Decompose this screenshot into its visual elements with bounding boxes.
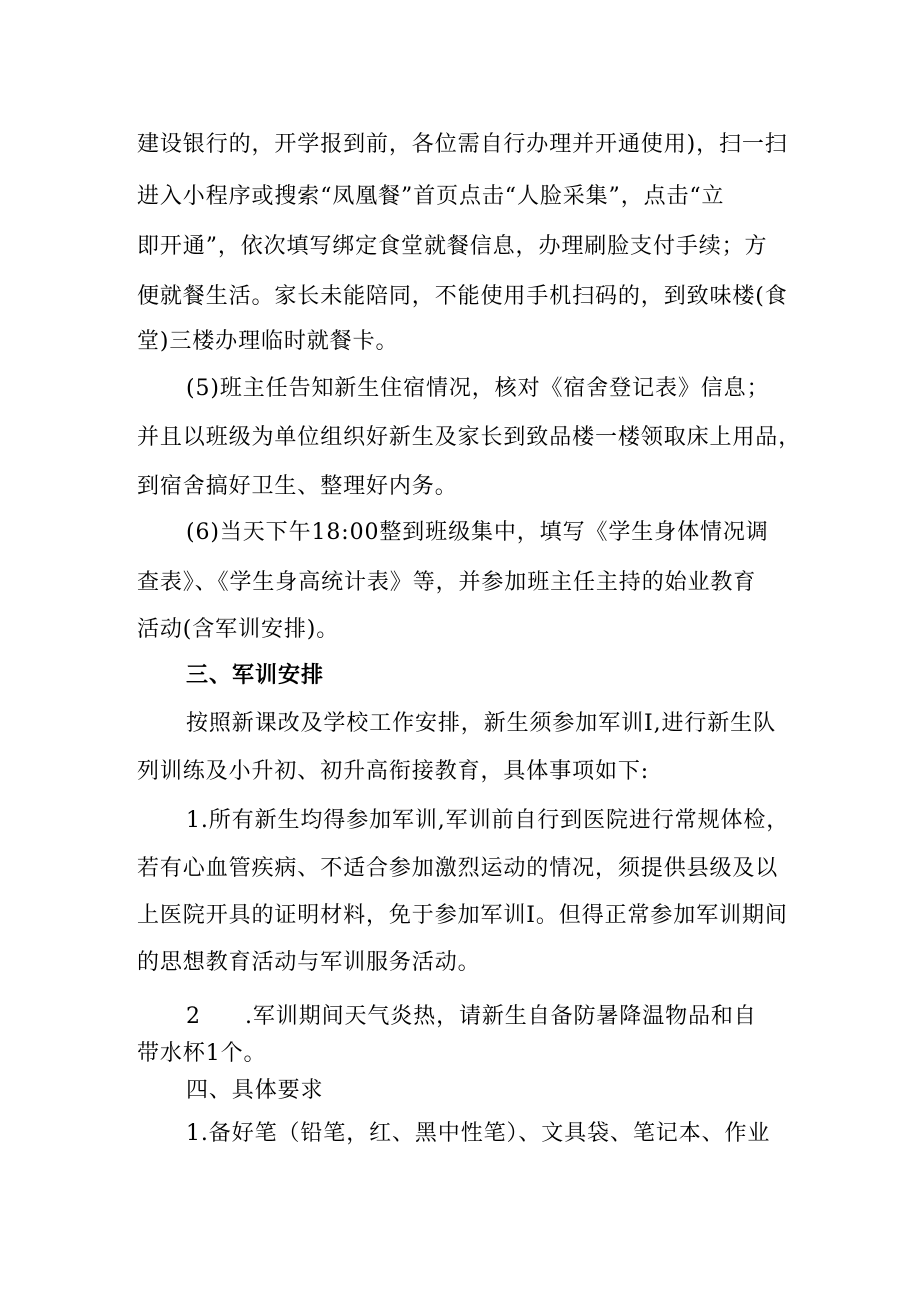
paragraph-line: 到宿舍搞好卫生、整理好内务。 [137, 474, 458, 499]
paragraph-line: 便就餐生活。家长未能陪同，不能使用手机扫码的，到致味楼(食 [137, 284, 788, 309]
section-heading: 四、具体要求 [186, 1078, 324, 1103]
paragraph-line: 带水杯1个。 [137, 1041, 267, 1066]
paragraph-line: 的思想教育活动与军训服务活动。 [137, 950, 481, 975]
paragraph-line: 并且以班级为单位组织好新生及家长到致品楼一楼领取床上用品， [137, 425, 802, 450]
paragraph-line: (5)班主任告知新生住宿情况，核对《宿舍登记表》信息； [186, 376, 770, 401]
paragraph-line: 上医院开具的证明材料，免于参加军训I。但得正常参加军训期间 [137, 903, 788, 928]
paragraph-line: 查表》、《学生身高统计表》等，并参加班主任主持的始业教育 [137, 570, 757, 595]
paragraph-line: 按照新课改及学校工作安排，新生须参加军训I,进行新生队 [186, 711, 776, 736]
section-heading: 三、军训安排 [186, 663, 325, 688]
paragraph-line: 即开通”，依次填写绑定食堂就餐信息，办理刷脸支付手续；方 [137, 234, 768, 259]
paragraph-line: 1.所有新生均得参加军训,军训前自行到医院进行常规体检， [186, 808, 790, 833]
paragraph-line: 若有心血管疾病、不适合参加激烈运动的情况，须提供县级及以 [137, 856, 779, 881]
list-number: 2 [186, 1004, 201, 1029]
paragraph-line: .军训期间天气炎热，请新生自备防暑降温物品和自 [245, 1004, 757, 1029]
paragraph-line: 1.备好笔（铅笔，红、黑中性笔）、文具袋、笔记本、作业 [186, 1121, 771, 1146]
paragraph-line: 建设银行的，开学报到前，各位需自行办理并开通使用)，扫一扫 [137, 132, 788, 157]
paragraph-line: 列训练及小升初、初升高衔接教育，具体事项如下: [137, 759, 650, 784]
paragraph-line: (6)当天下午18:00整到班级集中，填写《学生身体情况调 [186, 520, 769, 545]
paragraph-line: 堂)三楼办理临时就餐卡。 [137, 329, 399, 354]
paragraph-line: 活动(含军训安排)。 [137, 617, 340, 642]
paragraph-line: 进入小程序或搜索“凤凰餐”首页点击“人脸采集”，点击“立 [137, 184, 725, 209]
